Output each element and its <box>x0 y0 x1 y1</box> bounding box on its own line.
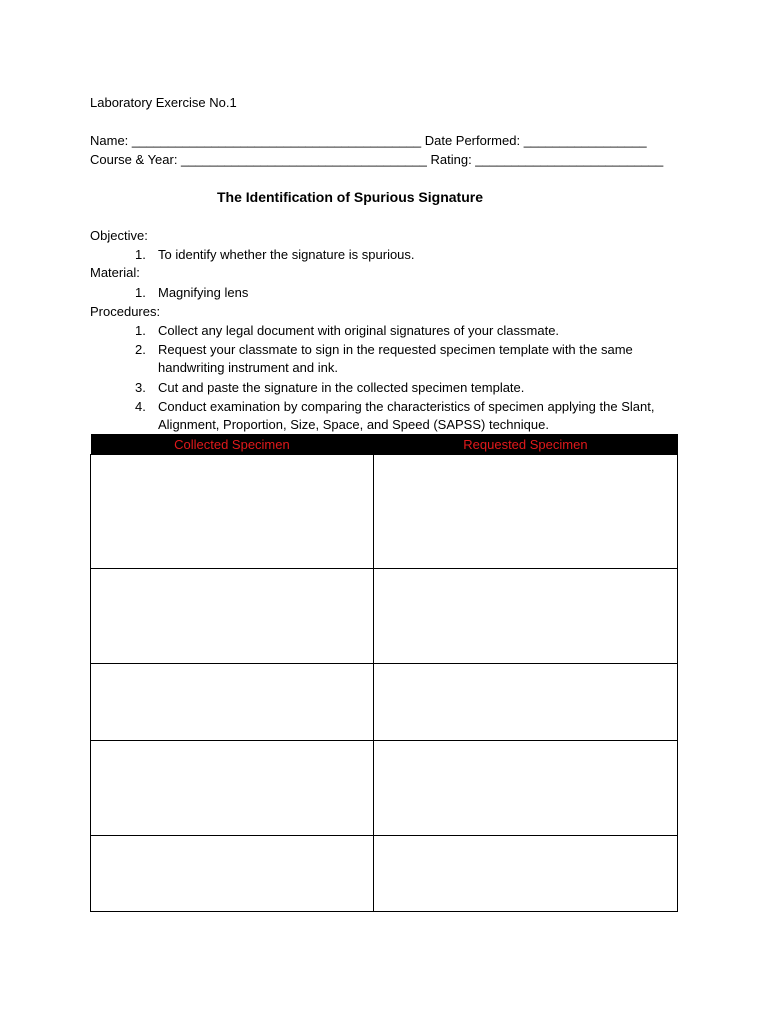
procedure-item-text: Conduct examination by comparing the characteristics of specimen applying the Slant, Alignment, Proportion, Size, Space, and Speed (SAPSS) technique. <box>158 399 655 432</box>
objective-heading: Objective: <box>90 228 148 243</box>
procedure-item-text: Collect any legal document with original signatures of your classmate. <box>158 323 560 338</box>
course-rating-line: Course & Year: __________________________________ Rating: __________________________ <box>90 152 664 167</box>
material-item-number: 1. <box>135 285 146 300</box>
document-title: The Identification of Spurious Signature <box>216 189 483 205</box>
procedures-heading: Procedures: <box>90 304 161 319</box>
specimen-cell <box>373 741 677 836</box>
specimen-table <box>90 434 678 912</box>
specimen-cell <box>373 569 677 664</box>
material-heading: Material: <box>90 265 140 280</box>
specimen-cell <box>91 569 374 664</box>
requested-specimen-header: Requested Specimen <box>373 434 677 455</box>
specimen-cell <box>91 836 374 912</box>
name-date-line: Name: ________________________________________ Date Performed: _________________ <box>90 133 647 148</box>
procedure-item-number: 1. <box>135 323 146 338</box>
objective-item-number: 1. <box>135 247 146 262</box>
specimen-cell <box>91 664 374 741</box>
specimen-cell <box>373 836 677 912</box>
specimen-cell <box>91 741 374 836</box>
specimen-cell <box>91 455 374 569</box>
objective-item-text: To identify whether the signature is spurious. <box>158 247 415 262</box>
material-item-text: Magnifying lens <box>158 285 249 300</box>
procedure-item-number: 3. <box>135 380 146 395</box>
collected-specimen-header: Collected Specimen <box>91 434 374 455</box>
procedure-item-number: 4. <box>135 399 146 414</box>
procedure-item-text: Request your classmate to sign in the requested specimen template with the same handwriting instrument and ink. <box>158 342 633 375</box>
procedure-item-number: 2. <box>135 342 146 357</box>
exercise-title: Laboratory Exercise No.1 <box>90 95 237 110</box>
specimen-cell <box>373 455 677 569</box>
specimen-cell <box>373 664 677 741</box>
procedure-item-text: Cut and paste the signature in the collected specimen template. <box>158 380 525 395</box>
